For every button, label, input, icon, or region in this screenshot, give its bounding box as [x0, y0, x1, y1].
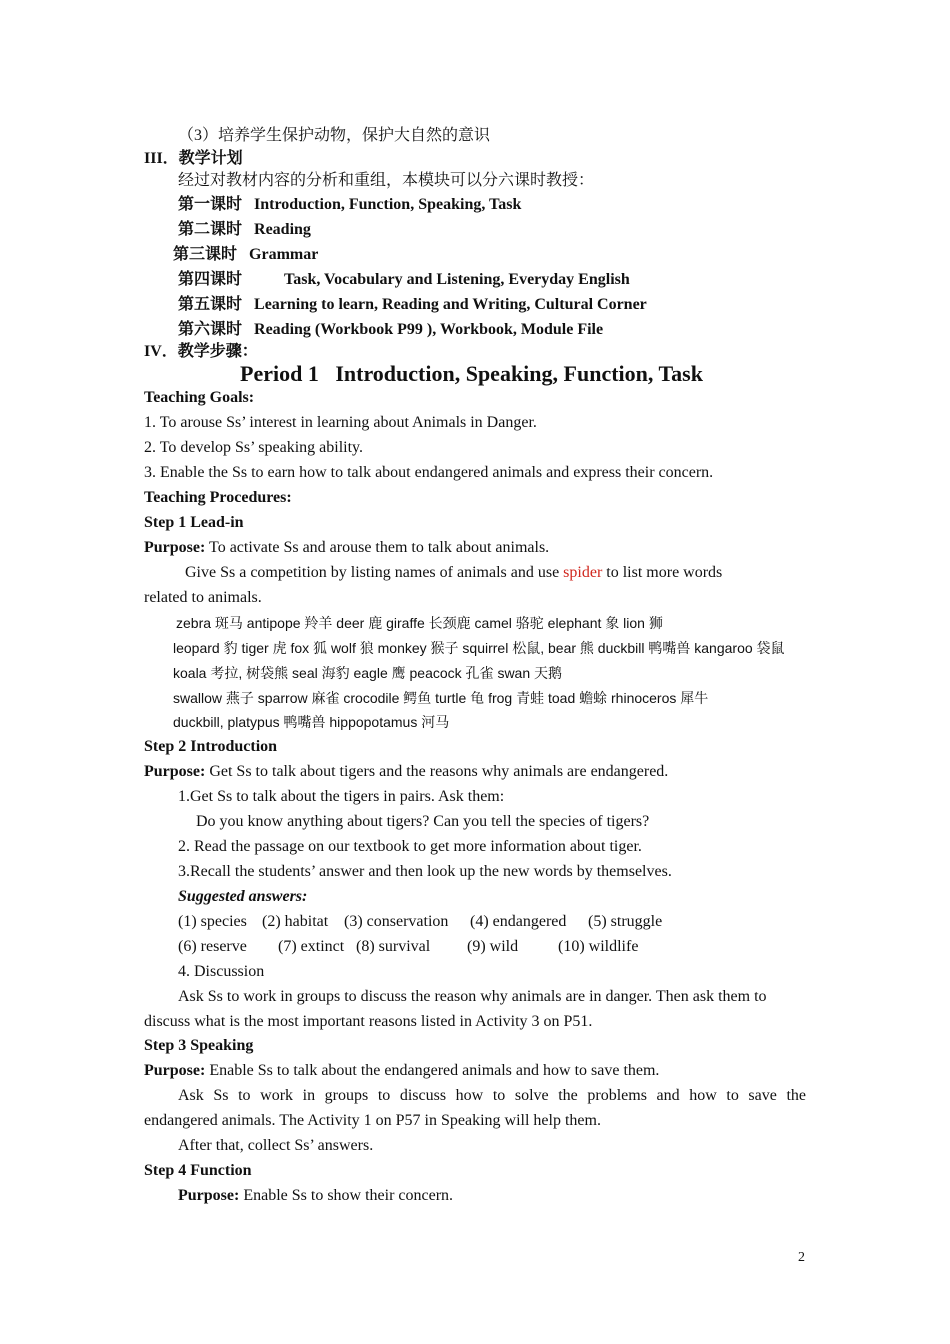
answer: (2) habitat [262, 913, 329, 930]
lesson-2 [178, 220, 311, 240]
step4-purpose [178, 1186, 453, 1206]
paragraph-text: Give Ss a competition by listing names of animals and use [185, 564, 564, 581]
purpose-label: Purpose: [144, 1062, 206, 1079]
lesson-content: Task, Vocabulary and Listening, Everyday English [284, 271, 630, 288]
step3-after: After that, collect Ss’ answers. [178, 1137, 374, 1154]
steps-heading: IV．教学步骤： [144, 343, 258, 360]
suggested-answers-label: Suggested answers: [178, 888, 308, 905]
answer: (8) survival [356, 938, 431, 955]
answer: (5) struggle [588, 913, 663, 930]
lesson-6 [178, 320, 603, 340]
step2-purpose [144, 762, 668, 782]
lesson-3 [173, 245, 318, 265]
answer: (10) wildlife [558, 938, 639, 955]
lesson-1 [178, 195, 521, 215]
answer: (1) species [178, 913, 247, 930]
step4-heading: Step 4 Function [144, 1162, 252, 1179]
lesson-content: Reading [254, 221, 311, 238]
lesson-label: 第五课时 [178, 296, 243, 313]
step1-paragraph [185, 563, 722, 583]
answer: (9) wild [467, 938, 519, 955]
period-title: Period 1 Introduction, Speaking, Function, Task [240, 361, 703, 386]
objective-3: （3）培养学生保护动物，保护大自然的意识 [178, 127, 491, 144]
step2-item-1: 1.Get Ss to talk about the tigers in pairs. Ask them: [178, 788, 505, 805]
plan-intro: 经过对教材内容的分析和重组，本模块可以分六课时教授： [178, 172, 595, 189]
step2-item-2: 2. Read the passage on our textbook to get more information about tiger. [178, 838, 642, 855]
step2-heading: Step 2 Introduction [144, 738, 278, 755]
lesson-5 [178, 295, 647, 315]
procedures-heading: Teaching Procedures: [144, 489, 292, 506]
lesson-content: Reading (Workbook P99 ), Workbook, Module File [254, 321, 604, 338]
purpose-label: Purpose: [144, 763, 206, 780]
step2-item-4: 4. Discussion [178, 963, 265, 980]
purpose-text: Get Ss to talk about tigers and the reasons why animals are endangered. [205, 763, 669, 780]
answer: (3) conservation [344, 913, 449, 930]
highlighted-word: spider [563, 564, 603, 581]
lesson-content: Introduction, Function, Speaking, Task [254, 196, 522, 213]
lesson-4 [178, 270, 630, 290]
step1-paragraph-cont: related to animals. [144, 589, 262, 606]
lesson-label: 第三课时 [173, 246, 238, 263]
step3-paragraph-cont: endangered animals. The Activity 1 on P57 in Speaking will help them. [144, 1112, 601, 1129]
purpose-text: To activate Ss and arouse them to talk about animals. [205, 539, 550, 556]
lesson-label: 第二课时 [178, 221, 243, 238]
purpose-text: Enable Ss to talk about the endangered animals and how to save them. [205, 1062, 660, 1079]
lesson-content: Grammar [249, 246, 319, 263]
vocab-line: zebra 斑马 antipope 羚羊 deer 鹿 giraffe 长颈鹿 camel 骆驼 elephant 象 lion 狮 [176, 615, 663, 631]
vocab-line: koala 考拉, 树袋熊 seal 海豹 eagle 鹰 peacock 孔雀 swan 天鹅 [173, 665, 563, 681]
goal-item: 1. To arouse Ss’ interest in learning about Animals in Danger. [144, 414, 537, 431]
step2-item-1-question: Do you know anything about tigers? Can you tell the species of tigers? [196, 813, 650, 830]
lesson-label: 第六课时 [178, 321, 243, 338]
answer: (6) reserve [178, 938, 247, 955]
lesson-label: 第一课时 [178, 196, 243, 213]
step1-heading: Step 1 Lead-in [144, 514, 244, 531]
vocab-line: leopard 豹 tiger 虎 fox 狐 wolf 狼 monkey 猴子 squirrel 松鼠, bear 熊 duckbill 鸭嘴兽 kangaroo 袋鼠 [173, 640, 785, 656]
vocab-line: swallow 燕子 sparrow 麻雀 crocodile 鳄鱼 turtle 龟 frog 青蛙 toad 蟾蜍 rhinoceros 犀牛 [173, 690, 709, 706]
paragraph-text: to list more words [602, 564, 723, 581]
step1-purpose [144, 538, 549, 558]
step2-item-3: 3.Recall the students’ answer and then look up the new words by themselves. [178, 863, 672, 880]
answer: (4) endangered [470, 913, 567, 930]
goal-item: 2. To develop Ss’ speaking ability. [144, 439, 363, 456]
purpose-label: Purpose: [178, 1187, 240, 1204]
goal-item: 3. Enable the Ss to earn how to talk about endangered animals and express their concern. [144, 464, 714, 481]
discussion-line: discuss what is the most important reasons listed in Activity 3 on P51. [144, 1013, 593, 1030]
step3-purpose [144, 1061, 659, 1081]
discussion-line: Ask Ss to work in groups to discuss the reason why animals are in danger. Then ask them to [178, 988, 767, 1005]
plan-heading: III．教学计划 [144, 150, 243, 167]
page-number: 2 [798, 1250, 805, 1265]
lesson-content: Learning to learn, Reading and Writing, Cultural Corner [254, 296, 647, 313]
step3-paragraph: Ask Ss to work in groups to discuss how to solve the problems and how to save the [178, 1087, 806, 1104]
vocab-line: duckbill, platypus 鸭嘴兽 hippopotamus 河马 [173, 714, 450, 730]
goals-heading: Teaching Goals: [144, 389, 255, 406]
purpose-label: Purpose: [144, 539, 206, 556]
lesson-label: 第四课时 [178, 271, 243, 288]
purpose-text: Enable Ss to show their concern. [239, 1187, 454, 1204]
step3-heading: Step 3 Speaking [144, 1037, 254, 1054]
answer: (7) extinct [278, 938, 345, 955]
